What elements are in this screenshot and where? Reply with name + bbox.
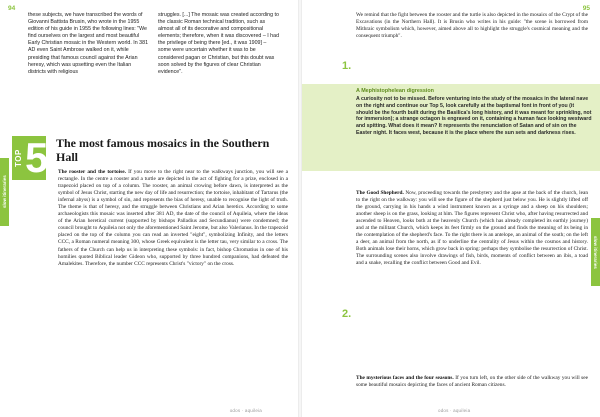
faces-lead: The mysterious faces and the four seasons. xyxy=(356,375,454,381)
digression-box xyxy=(302,84,600,171)
body-content: If you move to the right near to the walkways junction, you will see a rectangle. In the centre a rooster and a turtle are depicted in the act of fighting for a prize, enclosed in a trapezoid placed on top of a column. The rooster, an animal crowing before dawn, is interpreted as the symbol of Jesus Christ, starting the new day of life and resurrection; the tortoise, inhabitant of Tartarus (the infernal abyss) is a symbol of sin, and represents the bias of heresy, unable to recognise the light of truth. The theme is that of heresy, and the struggle between Christians and Arian heretics. According to some archaeologists this mosaic was inserted after 381 AD, the date of the council of Aquileia, where the ideas of the Arian heretical current (supported by bishops Palladius and Secundianus) were condemned; the council brought to Aquileia not only the aforementioned Saint Jerome, but also Valerianus. In the trapezoid placed on the top of the column you can read an inverted "eight", symbolizing Infinity, and the letters CCC, a Roman numeral meaning 300, whose Greek equivalent is the letter tau, very similar to a cross. The fathers of the Church can help us in interpreting these symbols: in fact, bishop Chromatius in one of his homilies quoted Biblical leader Gideon who, supported by three hundred companions, had defeated the Amalekites. Therefore, the number CCC represents Christ's "victory" on the cross. xyxy=(58,169,288,267)
intro-columns xyxy=(28,12,280,76)
good-shepherd-lead: The Good Shepherd. xyxy=(356,190,404,196)
body-lead: The rooster and the tortoise. xyxy=(58,169,126,175)
page-number: 95 xyxy=(582,5,590,12)
section-title: The most famous mosaics in the Southern Hall xyxy=(56,136,270,164)
marker-2: 2. xyxy=(342,308,352,320)
intro-column-2: struggles. [...] The mosaic was created according to the classic Roman technical tradition, such as almost all of its decorative and compositional elements; therefore, when it was discovered – I had the privilege of being there [ed., it was 1909] – some were uncertain whether it was to be considered pagan or Christian, but this doubt was soon solved by the figures of clear Christian evidence". xyxy=(158,12,280,75)
right-page xyxy=(302,0,600,417)
page-number: 94 xyxy=(8,5,16,12)
marker-1: 1. xyxy=(342,60,352,72)
intro-column-1: these subjects, we have transcribed the words of Giovanni Battista Brusin, who wrote in the 1955 edition of his guide in 1955 the following lines: "We find ourselves on the largest and most beautiful Early Christian mosaic in the Western world. In 381 AD even Saint Ambrose walked on it, while presiding that famous council against the Arian heresy, which was upsetting even the Italian districts with religious xyxy=(28,12,149,75)
good-shepherd-paragraph xyxy=(356,190,588,268)
left-page xyxy=(0,0,298,417)
page-footer: odos · aquileia xyxy=(438,408,471,413)
faces-paragraph xyxy=(356,375,588,389)
page-footer: odos · aquileia xyxy=(229,408,262,413)
digression-title: A Mephistophelean digression xyxy=(356,88,434,94)
good-shepherd-content: Now, proceeding towards the presbytery and the apse at the back of the church, lean to the right on the walkway: you will see the figure of the shepherd just below you. He is slightly lifted off the ground, carrying in his hands a wind instrument known as a syringe and a sheep on his shoulders; another sheep is on the grass, looking at him. The figures represent Christ who, after having resurrected and ascended to Heaven, looks both at the heavenly Church (which has already completed its earthly journey) and at the militant Church, which keeps its feet firmly on the ground and finds the meaning of its being in the contemplation of the shepherd's face. To the right there is an antelope, an animal of the south; on the left a deer, an animal from the north, as if to underline the centrality of Jesus within the cosmos and history. Both animals lose their horns, which grow back in spring: perhaps they symbolise the resurrection of Christ. The surrounding scenes also involve drawings of fish, birds, moments of conflict between an ibis, a toad and a snake, recalling the conflict between Good and Evil. xyxy=(356,190,588,267)
side-tab-label: slow itineraries xyxy=(591,218,600,286)
top-5-badge xyxy=(12,134,49,181)
faces-content: If you turn left, on the other side of the walkway you will see some beautiful mosaics depicting the faces of ancient Roman citizens. xyxy=(356,375,588,389)
side-tab-label: slow itineraries xyxy=(0,158,9,226)
intro-paragraph: We remind that the fight between the rooster and the turtle is also depicted in the mosaics of the Crypt of the Excavations (in the Northern Hall). It is Brusin who writes in his guide: "the scene is borrowed from Mithraic symbolism which, however, aimed above all to highlight the struggle's cosmical meaning and the consequent triumph". xyxy=(356,12,588,40)
digression-text: A curiosity not to be missed. Before venturing into the study of the mosaics in the lateral nave on the right and continue our Top 5, look carefully at the baptismal font in front of you (it should be the fourth built during the Basilica's long history, and it was meant for sprinkling, not for immersion); a strange octagon is engraved on it, containing a human face looking westward and spitting. What does it mean? It represents the renunciation of Satan and of sin on the Easter night. It faces west, because it is the place where the sun sets and darkness rises. xyxy=(356,96,592,136)
top-word: TOP xyxy=(14,149,23,167)
body-text xyxy=(58,169,288,268)
top-number: 5 xyxy=(25,134,49,181)
